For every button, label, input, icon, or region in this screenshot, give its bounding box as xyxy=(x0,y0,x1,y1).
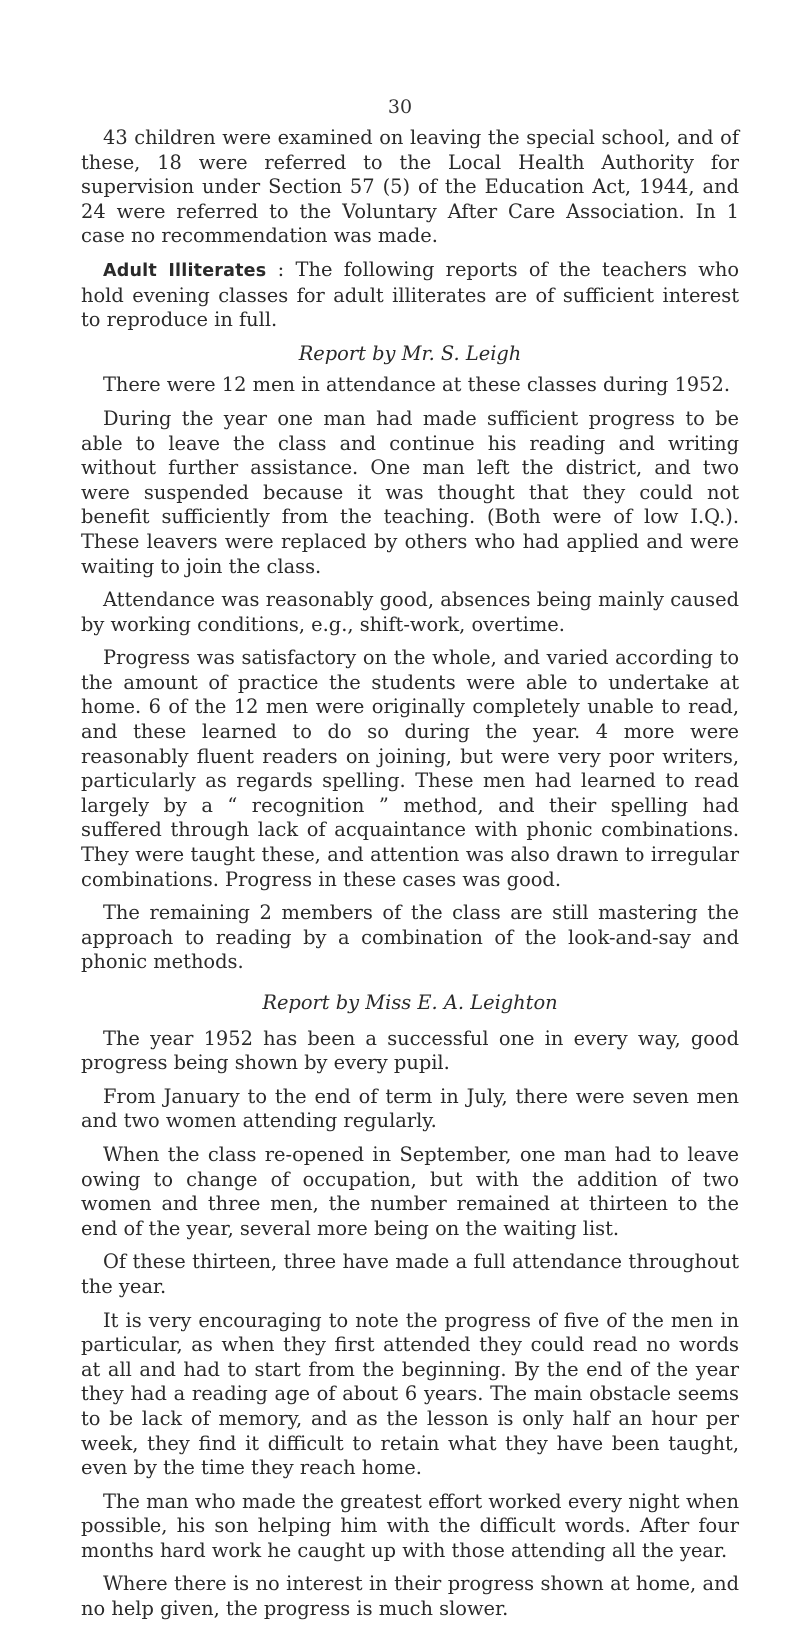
leighton-paragraph-5: It is very encouraging to note the progress of five of the men in particular, as when they first attended they could read no words at all and had to start from the beginning. By the end of the year they had a reading age of about 6 years. The main obstacle seems to be lack of memory, and as the lesson is only half an hour per week, they find it difficult to retain what they have been taught, even by the time they reach home. xyxy=(81,1308,739,1480)
page-number: 30 xyxy=(387,96,413,118)
leigh-paragraph-5: The remaining 2 members of the class are still mastering the approach to reading by a combination of the look-and-say and phonic methods. xyxy=(81,901,739,974)
leigh-paragraph-4: Progress was satisfactory on the whole, and varied according to the amount of practice the students were able to undertake at home. 6 of the 12 men were originally completely unable to read, and these learned to do so during the year. 4 more were reasonably fluent readers on joining, but were very poor writers, particularly as regards spelling. These men had learned to read largely by a “ recognition ” method, and their spelling had suffered through lack of acquaintance with phonic combinations. They were taught these, and attention was also drawn to irregular combinations. Progress in these cases was good. xyxy=(81,646,739,891)
report-title-leighton: Report by Miss E. A. Leighton xyxy=(262,991,558,1014)
leighton-paragraph-1: The year 1952 has been a successful one in every way, good progress being shown by every pupil. xyxy=(81,1026,739,1075)
leigh-paragraph-3: Attendance was reasonably good, absences being mainly caused by working conditions, e.g., shift-work, overtime. xyxy=(81,588,739,636)
leighton-paragraph-2: From January to the end of term in July, there were seven men and two women attending regularly. xyxy=(81,1084,739,1133)
heading-separator: : xyxy=(266,257,296,281)
leighton-paragraph-6: The man who made the greatest effort worked every night when possible, his son helping him with the difficult words. After four months hard work he caught up with those attending all the year. xyxy=(81,1489,739,1562)
leighton-paragraph-7: Where there is no interest in their progress shown at home, and no help given, the progress is much slower. xyxy=(81,1572,739,1621)
leigh-paragraph-1: There were 12 men in attendance at these classes during 1952. xyxy=(103,373,730,397)
leigh-paragraph-2: During the year one man had made sufficient progress to be able to leave the class and continue his reading and writing without further assistance. One man left the district, and two were suspended because it was thought that they could not benefit sufficiently from the teaching. (Both were of low I.Q.). These leavers were replaced by others who had applied and were waiting to join the class. xyxy=(81,406,739,578)
adult-illiterates-paragraph xyxy=(81,258,739,333)
adult-illiterates-text: The following reports of the teachers who hold evening classes for adult illiterates are of sufficient interest to reproduce in full. xyxy=(81,257,739,332)
leighton-paragraph-4: Of these thirteen, three have made a full attendance throughout the year. xyxy=(81,1250,739,1298)
adult-illiterates-heading: Adult Illiterates xyxy=(103,260,267,281)
intro-paragraph: 43 children were examined on leaving the special school, and of these, 18 were referred to the Local Health Authority for supervision under Section 57 (5) of the Education Act, 1944, and 24 were referred to the Voluntary After Care Association. In 1 case no recommendation was made. xyxy=(81,126,739,248)
document-page xyxy=(81,92,739,1631)
leighton-paragraph-3: When the class re-opened in September, one man had to leave owing to change of occupation, but with the addition of two women and three men, the number remained at thirteen to the end of the year, several more being on the waiting list. xyxy=(81,1142,739,1240)
report-title-leigh: Report by Mr. S. Leigh xyxy=(298,341,522,365)
